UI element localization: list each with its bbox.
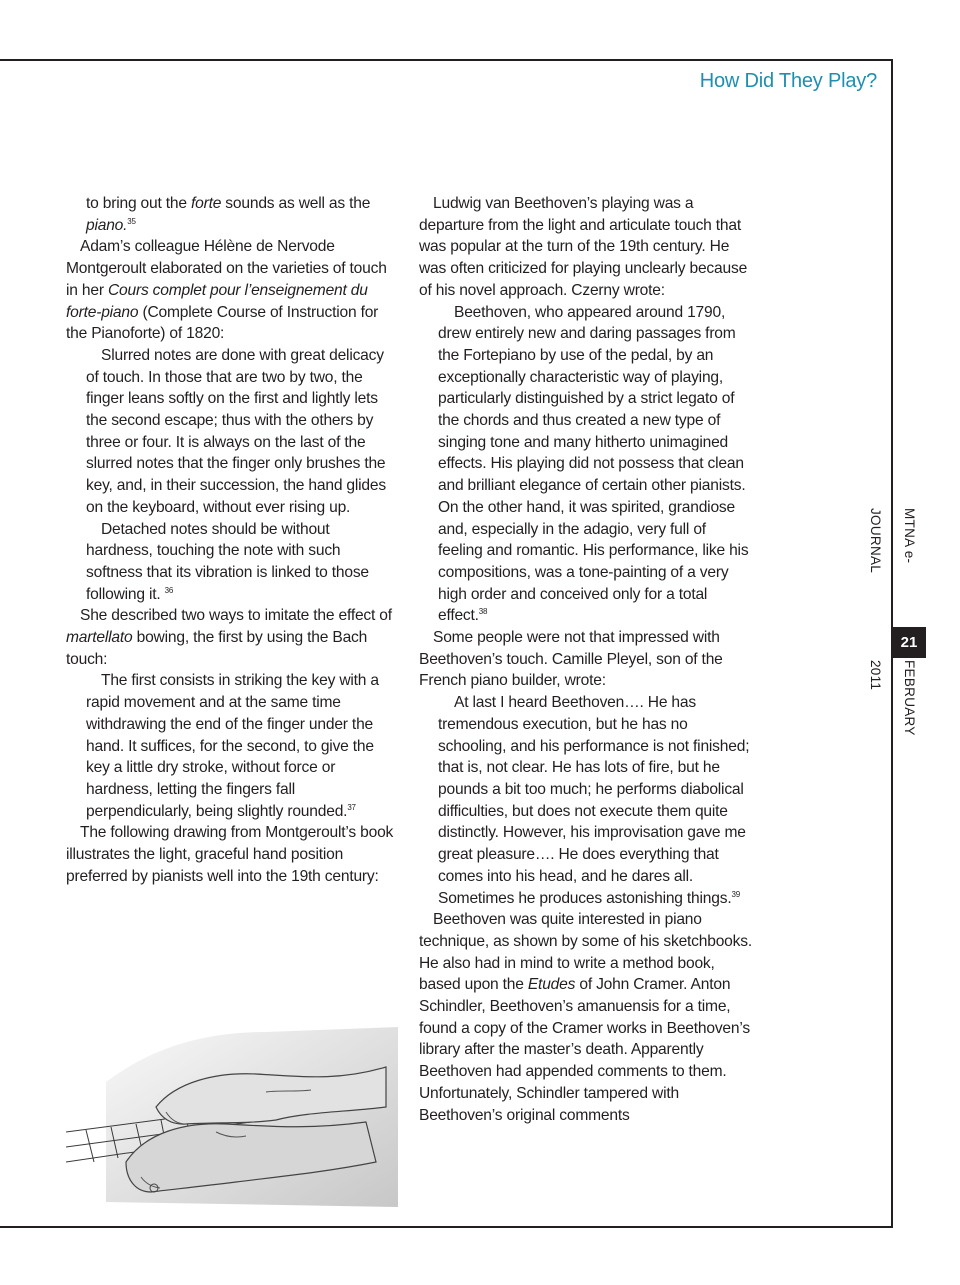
footnote-ref: 37 — [347, 802, 356, 812]
block-quote: Detached notes should be without hardness, touching the note with such softness that its vibration is linked to those following it. $^{36}$ — [86, 520, 369, 603]
paragraph: Ludwig van Beethoven’s playing was a departure from the light and articulate touch that was popular at the turn of the 19th century. He was often criticized for playing unclearly because of his novel approach. Czerny wrote: — [419, 195, 748, 299]
paragraph: The following drawing from Montgeroult’s book illustrates the light, graceful hand position preferred by pianists well into the 19th century: — [66, 824, 394, 885]
block-quote: Slurred notes are done with great delicacy of touch. In those that are two by two, the finger leans softly on the first and lightly lets the second escape; thus with the others by three or four. It is always on the last of the slurred notes that the finger only brushes the key, and, in their succession, the hand glides on the keyboard, without ever rising up. — [86, 346, 386, 516]
right-column — [419, 193, 754, 1126]
block-quote: At last I heard Beethoven…. He has tremendous execution, but he has no schooling, and his performance is not finished; that is, not clear. He has lots of fire, but he pounds a bit too much; he performs diabolical difficulties, but does not execute them quite distinctly. However, his improvisation gave me great pleasure…. He does everything that comes into his head, and he dares all. Sometimes he produces astonishing things.$^{39}$ — [438, 694, 750, 907]
page-number: 21 — [892, 627, 926, 658]
block-quote: Beethoven, who appeared around 1790, drew entirely new and daring passages from the Fortepiano by use of the pedal, by an exceptionally characteristic way of playing, particularly distinguished by a strict legato of the chords and thus created a new type of singing tone and many hitherto unimagined effects. His playing did not possess that clean and brilliant elegance of certain other pianists. On the other hand, it was spirited, grandiose and, especially in the adagio, very full of feeling and romantic. His performance, like his compositions, was a tone-painting of a very high order and conceived only for a total effect.$^{38}$ — [438, 303, 749, 625]
paragraph: Beethoven was quite interested in piano technique, as shown by some of his sketchbooks. He also had in mind to write a method book, based upon the Etudes of John Cramer. Anton Schindler, Beethoven’s amanuensis for a time, found a copy of the Cramer works in Beethoven’s library after the master’s death. Apparently Beethoven had appended comments to them. Unfortunately, Schindler tampered with Beethoven’s original comments — [419, 911, 752, 1124]
section-title: How Did They Play? — [699, 70, 877, 92]
paragraph: to bring out the forte sounds as well as the piano.$^{35}$ — [86, 195, 371, 234]
paragraph: Adam’s colleague Hélène de Nervode Montgeroult elaborated on the varieties of touch in her Cours complet pour l’enseignement du forte-piano (Complete Course of Instruction for the Pianoforte) of 1820: — [66, 238, 387, 343]
hands-drawing-illustration — [66, 1012, 398, 1207]
issue-date-vertical: FEBRUARY 2011 — [868, 660, 917, 736]
footnote-ref: 38 — [478, 607, 488, 617]
journal-name-vertical: MTNA e-JOURNAL — [868, 508, 917, 574]
paragraph: She described two ways to imitate the effect of martellato bowing, the first by using the Bach touch: — [66, 607, 392, 668]
paragraph: Some people were not that impressed with Beethoven’s touch. Camille Pleyel, son of the French piano builder, wrote: — [419, 629, 723, 690]
left-column — [66, 193, 396, 888]
footnote-ref: 35 — [127, 216, 136, 226]
footnote-ref: 39 — [731, 889, 740, 899]
block-quote: The first consists in striking the key with a rapid movement and at the same time withdrawing the end of the finger under the hand. It suffices, for the second, to give the key a little dry stroke, without force or hardness, letting the fingers fall perpendicularly, being slightly rounded.$^{37}$ — [86, 672, 379, 820]
footnote-ref: 36 — [164, 585, 174, 595]
